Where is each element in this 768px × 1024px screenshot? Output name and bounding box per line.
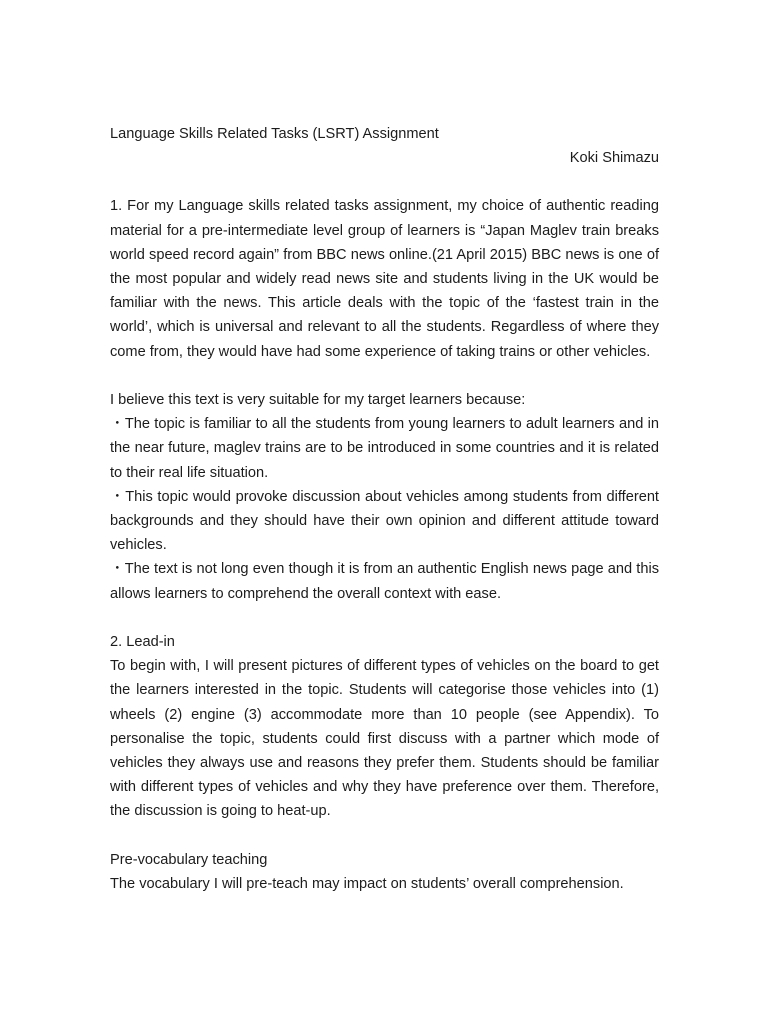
reason-bullet-1: ・The topic is familiar to all the students from young learners to adult learners and in the near future, maglev trains are to be introduced in some countries and it is related to their real life situation.: [110, 416, 659, 481]
section3-heading: Pre-vocabulary teaching: [110, 851, 268, 868]
section2-paragraph: To begin with, I will present pictures of different types of vehicles on the board to get the learners interested in the topic. Students will categorise those vehicles into (1) wheels (2) engine (3) accommodate more than 10 people (see Appendix). To personalise the topic, students could first discuss with a partner which mode of vehicles they always use and reasons they prefer them. Students should be familiar with different types of vehicles and why they have preference over them. Therefore, the discussion is going to heat-up.: [110, 658, 659, 820]
section1-paragraph: 1. For my Language skills related tasks assignment, my choice of authentic reading material for a pre-intermediate level group of learners is “Japan Maglev train breaks world speed record again” from BBC news online.(21 April 2015) BBC news is one of the most popular and widely read news site and students living in the UK would be familiar with the news. This article deals with the topic of the ‘fastest train in the world’, which is universal and relevant to all the students. Regardless of where they come from, they would have had some experience of taking trains or other vehicles.: [110, 198, 659, 360]
reason-bullet-3: ・The text is not long even though it is from an authentic English news page and this allows learners to comprehend the overall context with ease.: [110, 561, 659, 602]
reasons-intro: I believe this text is very suitable for my target learners because:: [110, 392, 526, 409]
section2-heading: 2. Lead-in: [110, 634, 175, 651]
reason-bullet-2: ・This topic would provoke discussion about vehicles among students from different backgrounds and they should have their own opinion and different attitude toward vehicles.: [110, 488, 659, 554]
document-body: [110, 122, 659, 896]
author-name: Koki Shimazu: [569, 150, 659, 167]
document-title: Language Skills Related Tasks (LSRT) Assignment: [110, 126, 439, 142]
section3-paragraph: The vocabulary I will pre-teach may impact on students’ overall comprehension.: [110, 876, 624, 893]
